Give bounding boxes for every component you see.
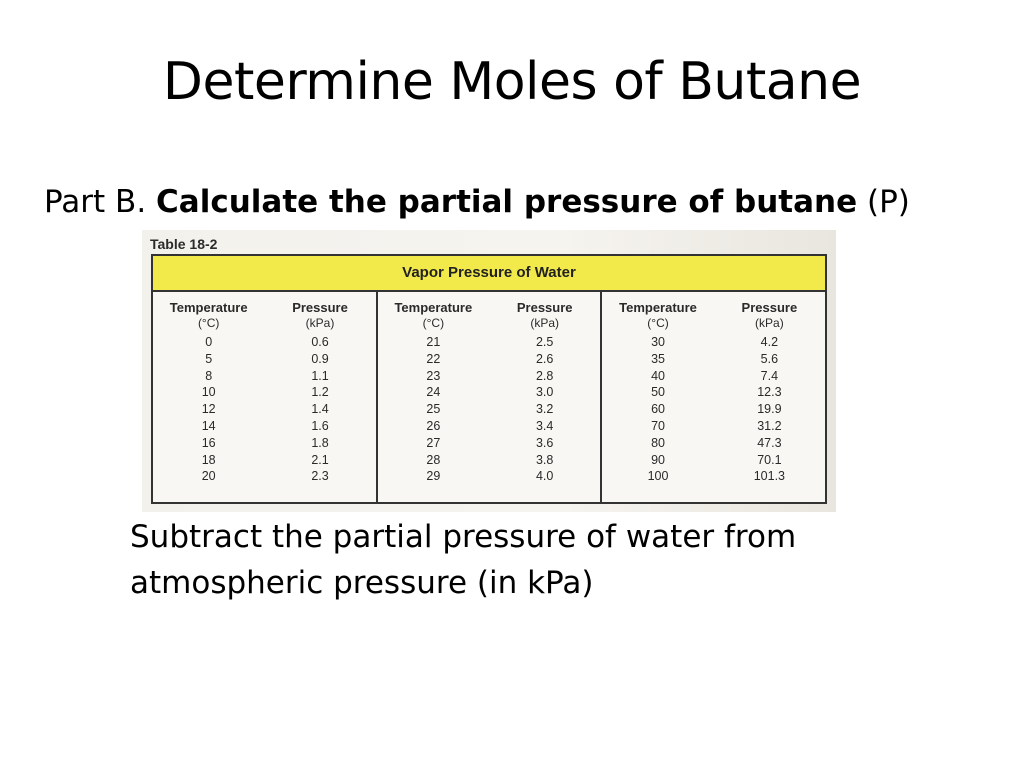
- table-cell: 19.9: [757, 402, 782, 417]
- vapor-pressure-table: [151, 254, 827, 504]
- table-cell: 18: [201, 452, 216, 467]
- table-label: Table 18-2: [150, 236, 218, 252]
- table-cell: 80: [651, 435, 665, 450]
- temp-column: [378, 292, 489, 502]
- table-cell: 1.1: [311, 368, 329, 383]
- table-columns: [153, 292, 825, 502]
- table-cell: 4.2: [760, 335, 779, 349]
- table-cell: 3.2: [535, 402, 554, 417]
- table-cell: 5: [205, 351, 213, 366]
- table-cell: 2.5: [535, 335, 554, 349]
- table-cell: 0: [205, 335, 213, 349]
- table-cell: 8: [205, 368, 213, 383]
- table-cell: 1.2: [311, 385, 329, 400]
- table-cell: 7.4: [760, 368, 779, 383]
- table-cell: 3.4: [535, 418, 554, 433]
- temp-column: [602, 292, 713, 502]
- table-cell: 1.4: [311, 402, 329, 417]
- table-cell: 40: [651, 368, 665, 383]
- table-cell: 16: [201, 435, 216, 450]
- table-cell: 24: [426, 385, 441, 400]
- table-cell: 27: [426, 435, 441, 450]
- table-heading: Vapor Pressure of Water: [153, 256, 825, 292]
- table-cell: 12: [201, 402, 216, 417]
- table-cell: 101.3: [753, 469, 785, 484]
- table-cell: 35: [651, 351, 665, 366]
- body-line-1: Subtract the partial pressure of water from: [130, 519, 797, 555]
- table-cell: 3.0: [535, 385, 554, 400]
- table-cell: 10: [201, 385, 216, 400]
- table-cell: 3.6: [535, 435, 554, 450]
- temp-column-header: Temperature: [394, 300, 473, 315]
- pressure-column: [264, 292, 375, 502]
- temp-column: [153, 292, 264, 502]
- pressure-column-header: Pressure: [292, 300, 348, 315]
- temp-column-header: Temperature: [619, 300, 697, 315]
- table-cell: 100: [647, 469, 669, 484]
- subtitle-suffix: (P): [866, 184, 910, 220]
- table-cell: 1.6: [311, 418, 329, 433]
- table-group-3: [600, 292, 825, 502]
- table-cell: 2.8: [535, 368, 554, 383]
- table-cell: 47.3: [757, 435, 782, 450]
- table-cell: 23: [426, 368, 441, 383]
- table-cell: 3.8: [535, 452, 554, 467]
- table-group-2: [376, 292, 601, 502]
- pressure-column-unit: (kPa): [305, 316, 335, 330]
- subtitle-bold: Calculate the partial pressure of butane: [156, 184, 858, 220]
- slide-body-text: [130, 514, 950, 606]
- table-cell: 5.6: [760, 351, 779, 366]
- table-cell: 60: [651, 402, 665, 417]
- pressure-column-unit: (kPa): [530, 316, 560, 330]
- slide-title: Determine Moles of Butane: [162, 52, 862, 112]
- pressure-column: [714, 292, 825, 502]
- subtitle-prefix: Part B.: [44, 184, 147, 220]
- table-cell: 29: [426, 469, 441, 484]
- temp-column-unit: (°C): [197, 316, 220, 330]
- table-group-1: [153, 292, 376, 502]
- temp-column-header: Temperature: [169, 300, 248, 315]
- table-cell: 2.6: [535, 351, 554, 366]
- pressure-column-unit: (kPa): [755, 316, 784, 330]
- temp-column-unit: (°C): [422, 316, 445, 330]
- table-cell: 0.9: [311, 351, 329, 366]
- table-cell: 14: [201, 418, 216, 433]
- table-cell: 4.0: [535, 469, 554, 484]
- table-cell: 90: [651, 452, 665, 467]
- table-cell: 31.2: [757, 418, 782, 433]
- table-cell: 0.6: [311, 335, 329, 349]
- pressure-column-header: Pressure: [741, 300, 798, 315]
- vapor-pressure-table-image: [142, 230, 836, 512]
- table-cell: 1.8: [311, 435, 329, 450]
- table-cell: 20: [201, 469, 216, 484]
- table-cell: 28: [426, 452, 441, 467]
- table-cell: 25: [426, 402, 441, 417]
- table-cell: 26: [426, 418, 441, 433]
- table-cell: 12.3: [757, 385, 782, 400]
- body-line-2: atmospheric pressure (in kPa): [130, 565, 594, 601]
- pressure-column-header: Pressure: [516, 300, 573, 315]
- table-cell: 30: [651, 335, 665, 349]
- slide-subtitle: [44, 184, 910, 220]
- table-cell: 70.1: [757, 452, 782, 467]
- table-cell: 22: [426, 351, 441, 366]
- pressure-column: [489, 292, 600, 502]
- table-cell: 50: [651, 385, 665, 400]
- table-cell: 21: [426, 335, 441, 349]
- table-cell: 2.3: [311, 469, 329, 484]
- table-cell: 2.1: [311, 452, 329, 467]
- temp-column-unit: (°C): [647, 316, 669, 330]
- table-cell: 70: [651, 418, 665, 433]
